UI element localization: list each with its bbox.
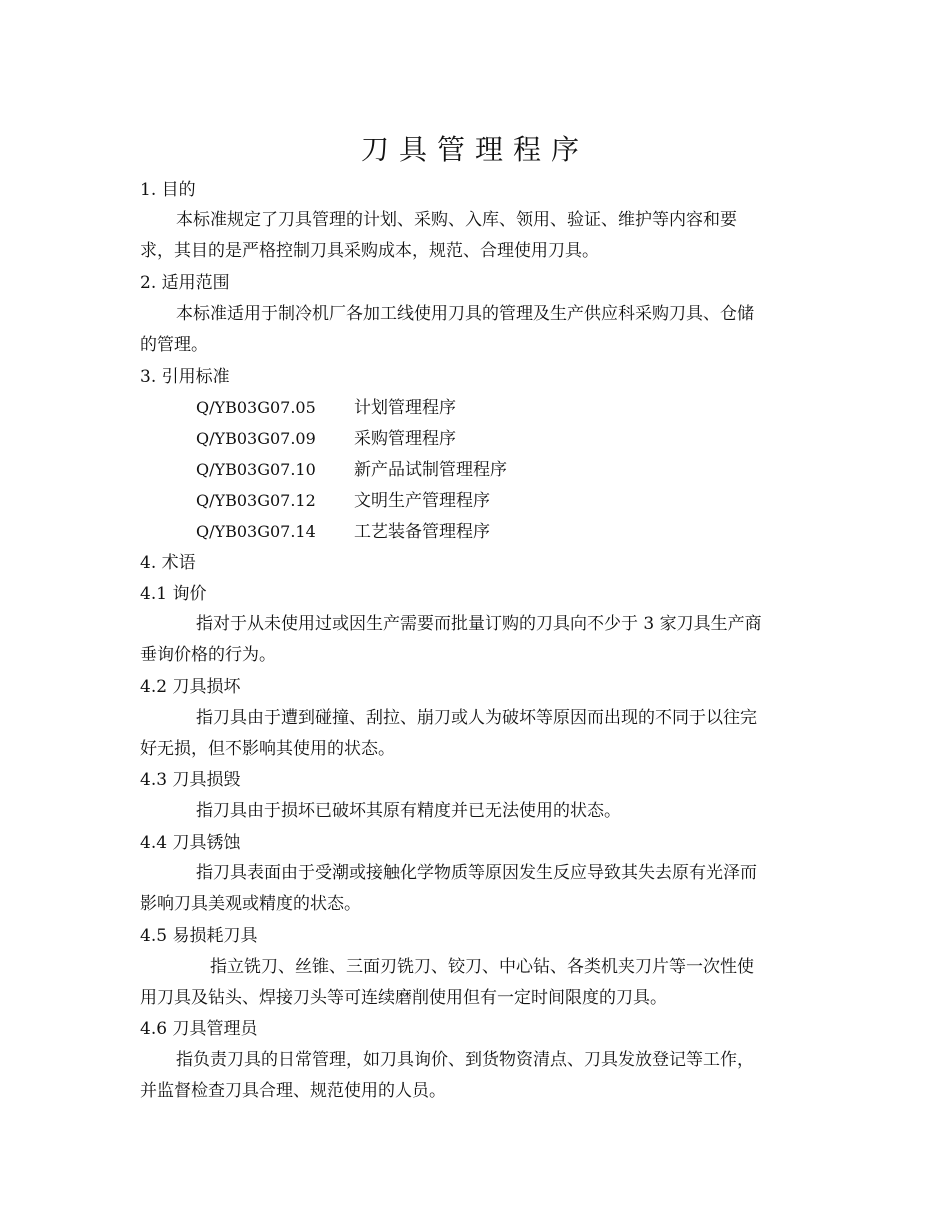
section-text-purpose: [140, 205, 812, 267]
section-heading-references: 3. 引用标准: [140, 367, 230, 387]
section-heading-terms: 4. 术语: [140, 553, 196, 573]
paragraph-line: 求，其目的是严格控制刀具采购成本，规范、合理使用刀具。: [140, 241, 599, 261]
reference-name: 工艺装备管理程序: [354, 522, 490, 542]
reference-item: [196, 396, 456, 420]
term-text-destruction: [140, 796, 812, 827]
paragraph-line: 用刀具及钻头、焊接刀头等可连续磨削使用但有一定时间限度的刀具。: [140, 988, 667, 1008]
paragraph-line: 的管理。: [140, 335, 208, 355]
term-heading-corrosion: 4.4 刀具锈蚀: [140, 833, 241, 853]
term-heading-destruction: 4.3 刀具损毁: [140, 770, 241, 790]
paragraph-line: 好无损，但不影响其使用的状态。: [140, 739, 395, 759]
term-text-inquiry: [140, 609, 812, 671]
paragraph-line: 指负责刀具的日常管理，如刀具询价、到货物资清点、刀具发放登记等工作，: [176, 1050, 754, 1070]
paragraph-line: 指刀具由于遭到碰撞、刮拉、崩刀或人为破坏等原因而出现的不同于以往完: [196, 708, 757, 728]
paragraph-line: 本标准规定了刀具管理的计划、采购、入库、领用、验证、维护等内容和要: [176, 210, 737, 230]
paragraph-line: 指刀具由于损坏已破坏其原有精度并已无法使用的状态。: [196, 801, 621, 821]
section-heading-purpose: 1. 目的: [140, 180, 196, 200]
reference-item: [196, 520, 490, 544]
term-heading-damage: 4.2 刀具损坏: [140, 677, 241, 697]
term-text-tool-manager: [140, 1045, 812, 1107]
reference-code: Q/YB03G07.05: [196, 398, 316, 417]
term-text-damage: [140, 703, 812, 765]
term-text-corrosion: [140, 858, 812, 920]
reference-name: 计划管理程序: [354, 398, 456, 418]
reference-item: [196, 489, 490, 513]
reference-code: Q/YB03G07.09: [196, 429, 316, 448]
term-heading-consumable-tools: 4.5 易损耗刀具: [140, 926, 258, 946]
reference-item: [196, 458, 507, 482]
reference-name: 采购管理程序: [354, 429, 456, 449]
reference-name: 新产品试制管理程序: [354, 460, 507, 480]
reference-code: Q/YB03G07.10: [196, 460, 316, 479]
reference-item: [196, 427, 456, 451]
term-heading-inquiry: 4.1 询价: [140, 584, 207, 604]
section-heading-scope: 2. 适用范围: [140, 273, 230, 293]
paragraph-line: 本标准适用于制冷机厂各加工线使用刀具的管理及生产供应科采购刀具、仓储: [176, 304, 754, 324]
paragraph-line: 指刀具表面由于受潮或接触化学物质等原因发生反应导致其失去原有光泽而: [196, 863, 757, 883]
document-title: 刀具管理程序: [360, 133, 589, 166]
paragraph-line: 指对于从未使用过或因生产需要而批量订购的刀具向不少于 3 家刀具生产商: [196, 614, 762, 634]
section-text-scope: [140, 299, 812, 361]
paragraph-line: 指立铣刀、丝锥、三面刃铣刀、铰刀、中心钻、各类机夹刀片等一次性使: [210, 957, 754, 977]
paragraph-line: 垂询价格的行为。: [140, 645, 276, 665]
term-heading-tool-manager: 4.6 刀具管理员: [140, 1019, 258, 1039]
paragraph-line: 影响刀具美观或精度的状态。: [140, 894, 361, 914]
paragraph-line: 并监督检查刀具合理、规范使用的人员。: [140, 1081, 446, 1101]
term-text-consumable-tools: [140, 952, 812, 1014]
reference-code: Q/YB03G07.12: [196, 491, 316, 510]
reference-name: 文明生产管理程序: [354, 491, 490, 511]
reference-code: Q/YB03G07.14: [196, 522, 316, 541]
